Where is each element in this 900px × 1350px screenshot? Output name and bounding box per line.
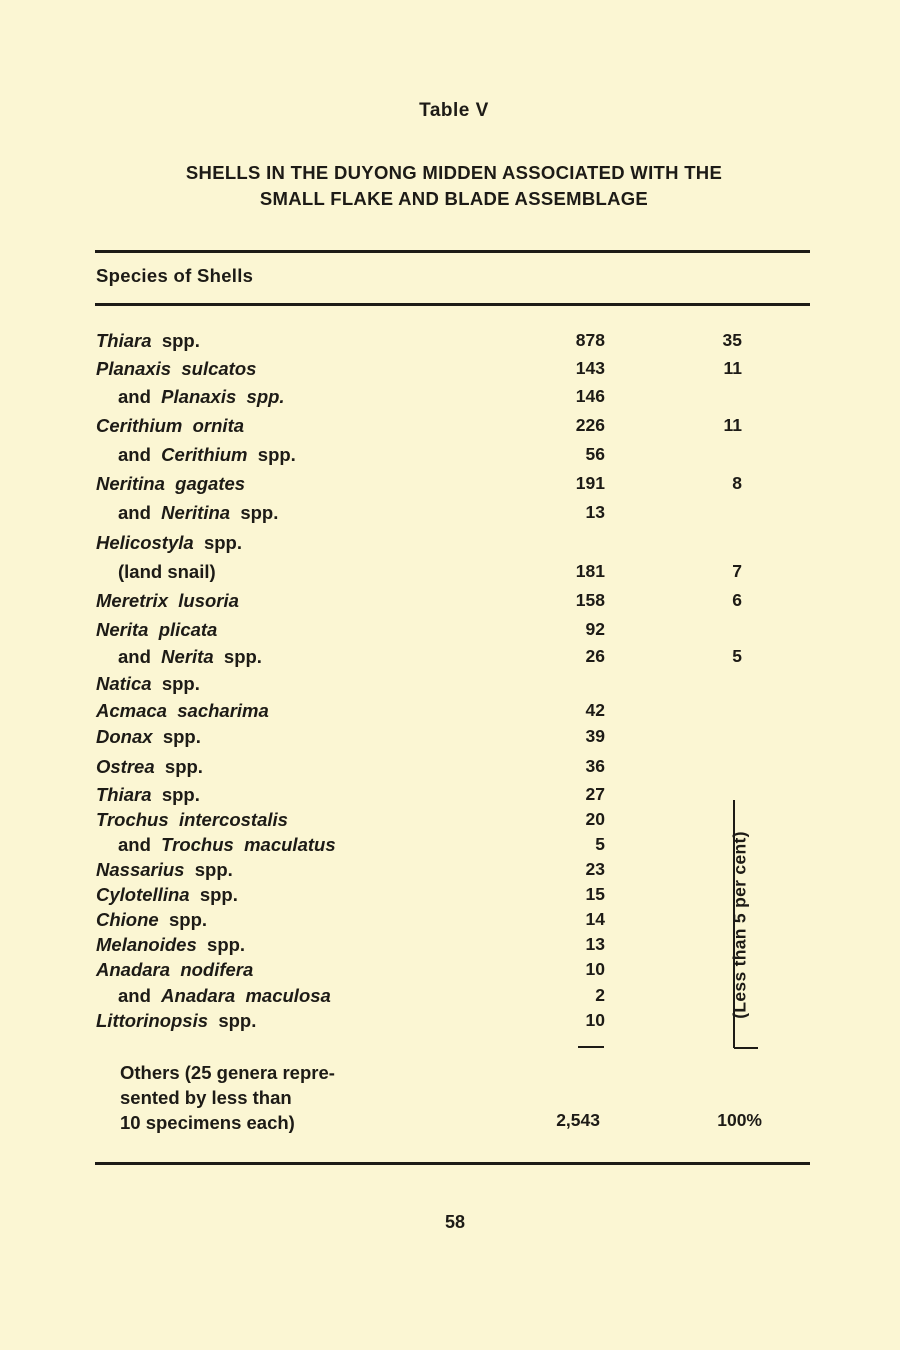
table-row bbox=[0, 330, 900, 354]
specimen-count: 92 bbox=[585, 619, 605, 639]
percent-value: 11 bbox=[723, 358, 742, 378]
table-row bbox=[0, 561, 900, 585]
specimen-count: 20 bbox=[585, 809, 605, 829]
species-suffix: spp. bbox=[164, 756, 203, 777]
species-name bbox=[96, 909, 207, 931]
species-name bbox=[96, 415, 244, 437]
table-row bbox=[0, 959, 900, 983]
others-line-2: sented by less than bbox=[120, 1087, 292, 1108]
species-name bbox=[96, 934, 245, 956]
species-epithet: intercostalis bbox=[178, 809, 288, 830]
others-line-3: 10 specimens each) bbox=[120, 1112, 295, 1133]
species-suffix: spp. bbox=[207, 934, 246, 955]
species-name bbox=[96, 859, 233, 881]
species-genus: Cerithium bbox=[161, 444, 248, 465]
vertical-note: (Less than 5 per cent) bbox=[729, 831, 750, 1019]
species-suffix: spp. bbox=[161, 673, 200, 694]
species-genus: Nerita bbox=[96, 619, 149, 640]
species-suffix: spp. bbox=[240, 502, 279, 523]
specimen-count: 10 bbox=[585, 1010, 605, 1030]
others-note bbox=[120, 1060, 335, 1135]
species-epithet: plicata bbox=[158, 619, 218, 640]
species-epithet: spp. bbox=[246, 386, 285, 407]
species-suffix: spp. bbox=[168, 909, 208, 930]
species-genus: Donax bbox=[96, 726, 153, 747]
species-suffix: spp. bbox=[223, 646, 262, 667]
species-genus: Trochus bbox=[96, 809, 169, 830]
specimen-count: 13 bbox=[585, 502, 605, 522]
species-suffix: spp. bbox=[162, 726, 201, 747]
specimen-count: 27 bbox=[585, 784, 605, 804]
species-name bbox=[96, 358, 256, 380]
table-row bbox=[0, 590, 900, 614]
table-row bbox=[0, 444, 900, 468]
species-genus: Helicostyla bbox=[96, 532, 194, 553]
specimen-count: 14 bbox=[585, 909, 605, 929]
table-row bbox=[0, 673, 900, 697]
count-sum-line bbox=[578, 1046, 604, 1048]
others-line-1: Others (25 genera repre- bbox=[120, 1062, 335, 1083]
species-name bbox=[96, 673, 200, 695]
species-prefix: and bbox=[118, 502, 151, 523]
percent-value: 35 bbox=[722, 330, 742, 350]
table-row bbox=[0, 784, 900, 808]
table-row bbox=[0, 884, 900, 908]
specimen-count: 23 bbox=[585, 859, 605, 879]
specimen-count: 36 bbox=[585, 756, 605, 776]
percent-value: 8 bbox=[732, 473, 742, 493]
specimen-count: 10 bbox=[585, 959, 605, 979]
species-genus: Melanoides bbox=[96, 934, 197, 955]
percent-value: 11 bbox=[723, 415, 742, 435]
specimen-count: 146 bbox=[575, 386, 605, 406]
specimen-count: 15 bbox=[585, 884, 605, 904]
species-epithet: maculosa bbox=[245, 985, 331, 1006]
species-genus: Planaxis bbox=[96, 358, 172, 379]
specimen-count: 2 bbox=[595, 985, 605, 1005]
species-name bbox=[118, 646, 262, 668]
species-prefix: and bbox=[118, 646, 151, 667]
percent-value: 6 bbox=[732, 590, 742, 610]
table-row bbox=[0, 726, 900, 750]
species-name bbox=[96, 726, 201, 748]
species-prefix: and bbox=[118, 444, 151, 465]
percent-value: 5 bbox=[732, 646, 742, 666]
table-row bbox=[0, 619, 900, 643]
species-genus: Anadara bbox=[161, 985, 236, 1006]
species-genus: Thiara bbox=[96, 784, 152, 805]
table-row bbox=[0, 756, 900, 780]
species-suffix: spp. bbox=[199, 884, 238, 905]
species-genus: Thiara bbox=[96, 330, 152, 351]
table-row bbox=[0, 386, 900, 410]
header-rule bbox=[95, 303, 810, 306]
species-prefix: and bbox=[118, 834, 151, 855]
specimen-count: 26 bbox=[585, 646, 605, 666]
column-header: Species of Shells bbox=[96, 265, 254, 286]
species-genus: Nassarius bbox=[96, 859, 185, 880]
table-row bbox=[0, 473, 900, 497]
specimen-count: 5 bbox=[595, 834, 605, 854]
title-line-1: SHELLS IN THE DUYONG MIDDEN ASSOCIATED WITH THE bbox=[185, 162, 723, 183]
species-genus: Anadara bbox=[96, 959, 171, 980]
species-name bbox=[96, 809, 288, 831]
species-name bbox=[118, 561, 216, 583]
species-name bbox=[96, 884, 238, 906]
species-genus: Neritina bbox=[96, 473, 165, 494]
table-label: Table V bbox=[419, 100, 489, 121]
specimen-count: 39 bbox=[585, 726, 605, 746]
species-genus: Acmaca bbox=[96, 700, 167, 721]
species-name bbox=[118, 386, 285, 408]
specimen-count: 42 bbox=[585, 700, 605, 720]
table-row bbox=[0, 909, 900, 933]
bottom-rule bbox=[95, 1162, 810, 1165]
species-genus: Natica bbox=[96, 673, 152, 694]
species-prefix: (land snail) bbox=[118, 561, 216, 582]
species-suffix: spp. bbox=[161, 330, 200, 351]
species-genus: Planaxis bbox=[161, 386, 237, 407]
species-suffix: spp. bbox=[203, 532, 242, 553]
table-row bbox=[0, 646, 900, 670]
species-genus: Neritina bbox=[161, 502, 231, 523]
species-genus: Cerithium bbox=[96, 415, 183, 436]
table-row bbox=[0, 859, 900, 883]
species-genus: Cylotellina bbox=[96, 884, 190, 905]
specimen-count: 226 bbox=[575, 415, 605, 435]
table-row bbox=[0, 1010, 900, 1034]
table-title bbox=[90, 160, 818, 212]
species-name bbox=[118, 985, 331, 1007]
species-name bbox=[96, 590, 239, 612]
specimen-count: 191 bbox=[575, 473, 605, 493]
species-genus: Nerita bbox=[161, 646, 214, 667]
species-suffix: spp. bbox=[218, 1010, 257, 1031]
species-suffix: spp. bbox=[257, 444, 296, 465]
title-line-2: SMALL FLAKE AND BLADE ASSEMBLAGE bbox=[259, 188, 649, 209]
species-genus: Littorinopsis bbox=[96, 1010, 209, 1031]
species-epithet: ornita bbox=[192, 415, 245, 436]
species-name bbox=[96, 1010, 256, 1032]
table-row bbox=[0, 809, 900, 833]
total-percent: 100% bbox=[717, 1110, 762, 1130]
table-row bbox=[0, 985, 900, 1009]
specimen-count: 878 bbox=[575, 330, 605, 350]
table-row bbox=[0, 700, 900, 724]
specimen-count: 158 bbox=[575, 590, 605, 610]
species-name bbox=[96, 473, 245, 495]
specimen-count: 56 bbox=[585, 444, 605, 464]
species-suffix: spp. bbox=[194, 859, 233, 880]
species-name bbox=[118, 834, 336, 856]
species-name bbox=[96, 619, 217, 641]
species-name bbox=[96, 784, 200, 806]
species-genus: Trochus bbox=[161, 834, 234, 855]
species-genus: Ostrea bbox=[96, 756, 155, 777]
table-row bbox=[0, 502, 900, 526]
table-row bbox=[0, 934, 900, 958]
table-row bbox=[0, 415, 900, 439]
species-name bbox=[96, 700, 269, 722]
species-prefix: and bbox=[118, 386, 151, 407]
top-rule bbox=[95, 250, 810, 253]
species-suffix: spp. bbox=[161, 784, 200, 805]
total-count: 2,543 bbox=[556, 1110, 600, 1130]
species-epithet: maculatus bbox=[244, 834, 336, 855]
species-genus: Chione bbox=[96, 909, 159, 930]
species-epithet: nodifera bbox=[180, 959, 254, 980]
table-row bbox=[0, 358, 900, 382]
species-name bbox=[96, 959, 253, 981]
species-name bbox=[118, 502, 278, 524]
species-epithet: sulcatos bbox=[181, 358, 257, 379]
species-name bbox=[96, 756, 203, 778]
species-epithet: gagates bbox=[175, 473, 246, 494]
table-row bbox=[0, 532, 900, 556]
species-name bbox=[96, 330, 200, 352]
species-epithet: lusoria bbox=[178, 590, 239, 611]
species-prefix: and bbox=[118, 985, 151, 1006]
percent-value: 7 bbox=[732, 561, 742, 581]
species-genus: Meretrix bbox=[96, 590, 168, 611]
table-row bbox=[0, 834, 900, 858]
species-name bbox=[96, 532, 242, 554]
specimen-count: 181 bbox=[575, 561, 605, 581]
species-epithet: sacharima bbox=[177, 700, 269, 721]
page-number: 58 bbox=[444, 1212, 466, 1232]
species-name bbox=[118, 444, 296, 466]
specimen-count: 143 bbox=[575, 358, 605, 378]
specimen-count: 13 bbox=[585, 934, 605, 954]
